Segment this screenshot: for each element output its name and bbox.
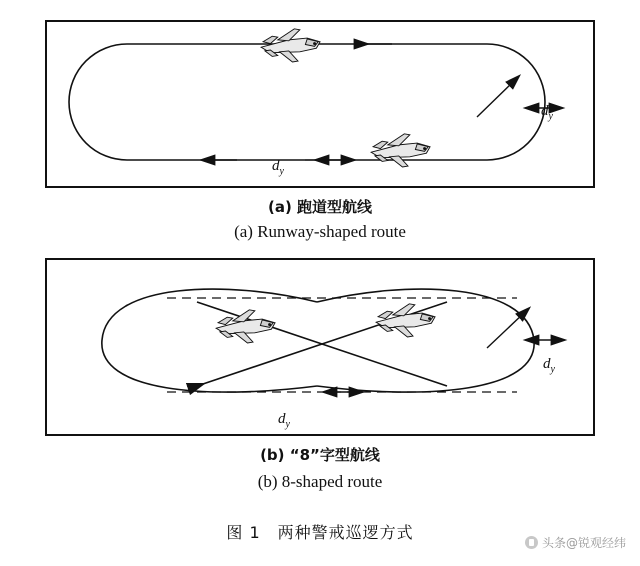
- spacing-label-right-a: [541, 103, 553, 122]
- direction-arrow-right-b: [487, 312, 525, 348]
- spacing-label-bottom-a: [272, 158, 284, 177]
- panel-runway-route: [45, 20, 595, 188]
- spacing-label-right-b: [543, 356, 555, 375]
- caption-cn-b: (b) “8”字型航线: [260, 446, 380, 464]
- eight-route-drawing: [47, 260, 593, 434]
- watermark-text: 头条@锐观经纬: [541, 536, 626, 550]
- spacing-label-bottom-b-text: d: [278, 411, 286, 427]
- spacing-label-right-b-text: d: [543, 356, 551, 372]
- aircraft-icon-top: [261, 29, 320, 62]
- spacing-label-bottom-a-sub: y: [279, 166, 284, 177]
- watermark: [525, 534, 626, 551]
- aircraft-icon-bottom: [371, 134, 430, 167]
- spacing-label-bottom-a-text: d: [272, 158, 280, 174]
- caption-cn-a: (a) 跑道型航线: [267, 198, 373, 216]
- caption-en-a: (a) Runway-shaped route: [234, 222, 406, 241]
- panel-eight-route: [45, 258, 595, 436]
- figure-title: 图 1 两种警戒巡逻方式: [226, 523, 414, 542]
- eight-right-loop: [317, 289, 534, 392]
- eight-left-loop: [102, 289, 317, 392]
- spacing-label-right-b-sub: y: [550, 364, 555, 375]
- aircraft-icon-left: [216, 310, 275, 343]
- spacing-label-right-a-text: d: [541, 103, 549, 119]
- runway-route-drawing: [47, 22, 593, 186]
- spacing-label-bottom-b: [278, 411, 290, 430]
- watermark-logo-icon: [525, 536, 538, 549]
- direction-arrow-right: [477, 80, 515, 117]
- runway-track-path: [69, 44, 545, 160]
- spacing-label-bottom-b-sub: y: [285, 419, 290, 430]
- spacing-label-right-a-sub: y: [548, 111, 553, 122]
- caption-en-b: (b) 8-shaped route: [257, 472, 383, 491]
